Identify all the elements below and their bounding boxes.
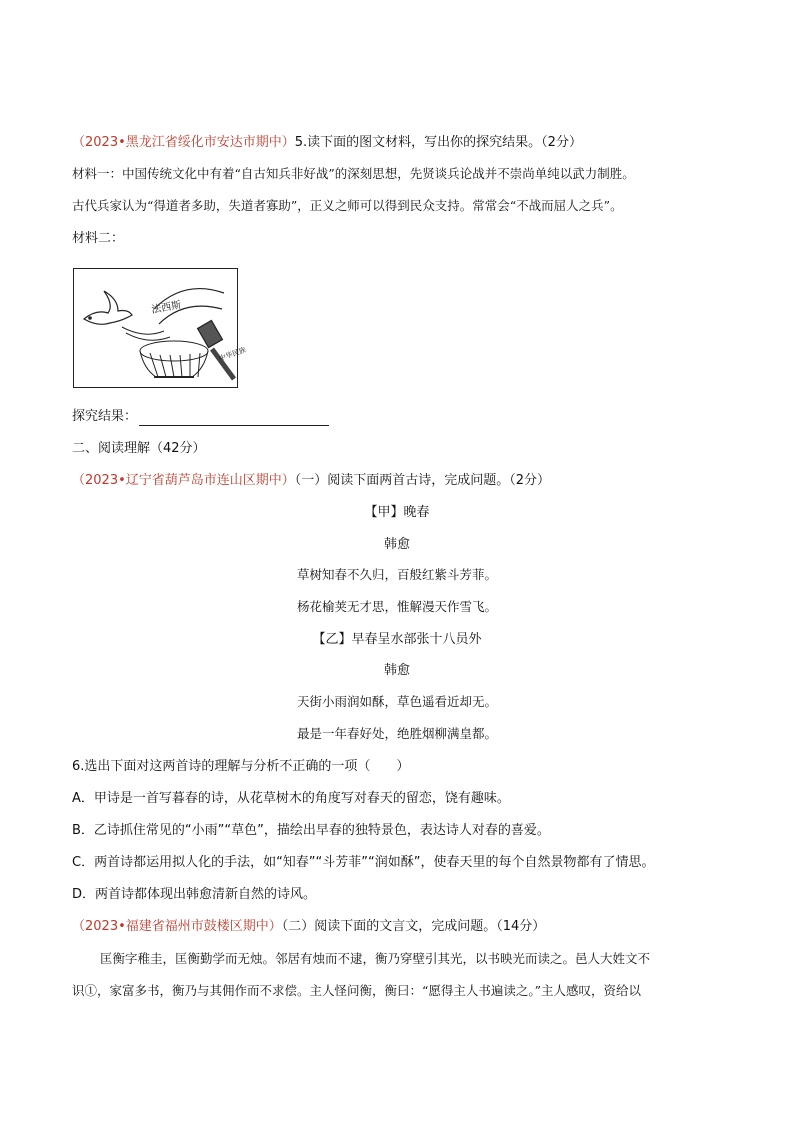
classical-heading <box>72 918 734 936</box>
cartoon-label-nation: 中华民族 <box>217 345 247 363</box>
cartoon-drawing <box>74 269 247 387</box>
q6-option-b[interactable]: B．乙诗抓住常见的“小雨”“草色”，描绘出早春的独特景色，表达诗人对春的喜爱。 <box>72 823 550 838</box>
q5-heading <box>72 134 734 152</box>
q6-option-c[interactable]: C．两首诗都运用拟人化的手法，如“知春”“斗芳菲”“润如酥”，使春天里的每个自然景物都有了情思。 <box>72 855 655 870</box>
poem1-title: 【甲】晚春 <box>364 505 430 520</box>
answer-row <box>72 408 734 426</box>
poem2-author: 韩愈 <box>383 663 410 678</box>
material1-line1: 材料一：中国传统文化中有着“自古知兵非好战”的深刻思想，先贤谈兵论战并不崇尚单纯以武力制胜。 <box>72 166 635 181</box>
poems-source: （2023•辽宁省葫芦岛市连山区期中） <box>72 473 295 488</box>
classical-line1: 匡衡字稚圭，匡衡勤学而无烛。邻居有烛而不逮，衡乃穿壁引其光，以书映光而读之。邑人大姓文不 <box>100 951 651 966</box>
dove-icon <box>84 291 132 324</box>
cartoon-image <box>73 268 247 388</box>
section2-title: 二、阅读理解（42分） <box>72 441 206 456</box>
classical-intro: （二）阅读下面的文言文，完成问题。（14分） <box>281 919 546 934</box>
poem1-author: 韩愈 <box>383 537 410 552</box>
q6-option-d[interactable]: D．两首诗都体现出韩愈清新自然的诗风。 <box>72 887 317 902</box>
material1-line2: 古代兵家认为“得道者多助，失道者寡助”，正义之师可以得到民众支持。常常会“不战而屈人之兵”。 <box>72 198 623 213</box>
answer-blank[interactable] <box>139 411 329 426</box>
q5-source: （2023•黑龙江省绥化市安达市期中） <box>72 135 295 150</box>
classical-source: （2023•福建省福州市鼓楼区期中） <box>72 919 282 934</box>
q6-stem: 6.选出下面对这两首诗的理解与分析不正确的一项（ ） <box>72 759 410 774</box>
poem2-line2: 最是一年春好处，绝胜烟柳满皇都。 <box>296 726 497 741</box>
q6-option-a[interactable]: A．甲诗是一首写暮春的诗，从花草树木的角度写对春天的留恋，饶有趣味。 <box>72 791 510 806</box>
q5-question: 5.读下面的图文材料，写出你的探究结果。（2分） <box>294 135 582 150</box>
poems-intro: （一）阅读下面两首古诗，完成问题。（2分） <box>294 473 551 488</box>
poem1-line1: 草树知春不久归，百般红紫斗芳菲。 <box>296 567 497 582</box>
birdcage-icon <box>140 341 208 377</box>
poem2-title: 【乙】早春呈水部张十八员外 <box>312 632 482 647</box>
cartoon-label-fascism: 法西斯 <box>150 299 183 316</box>
poem2-line1: 天街小雨润如酥，草色遥看近却无。 <box>296 694 497 709</box>
classical-line2: 识①，家富多书，衡乃与其佣作而不求偿。主人怪问衡，衡曰：“愿得主人书遍读之。”主人感叹，资给以 <box>72 983 642 998</box>
material2-label: 材料二： <box>72 231 125 246</box>
poems-heading <box>72 472 734 490</box>
answer-label: 探究结果： <box>72 409 138 424</box>
poem1-line2: 杨花榆荚无才思，惟解漫天作雪飞。 <box>296 599 497 614</box>
